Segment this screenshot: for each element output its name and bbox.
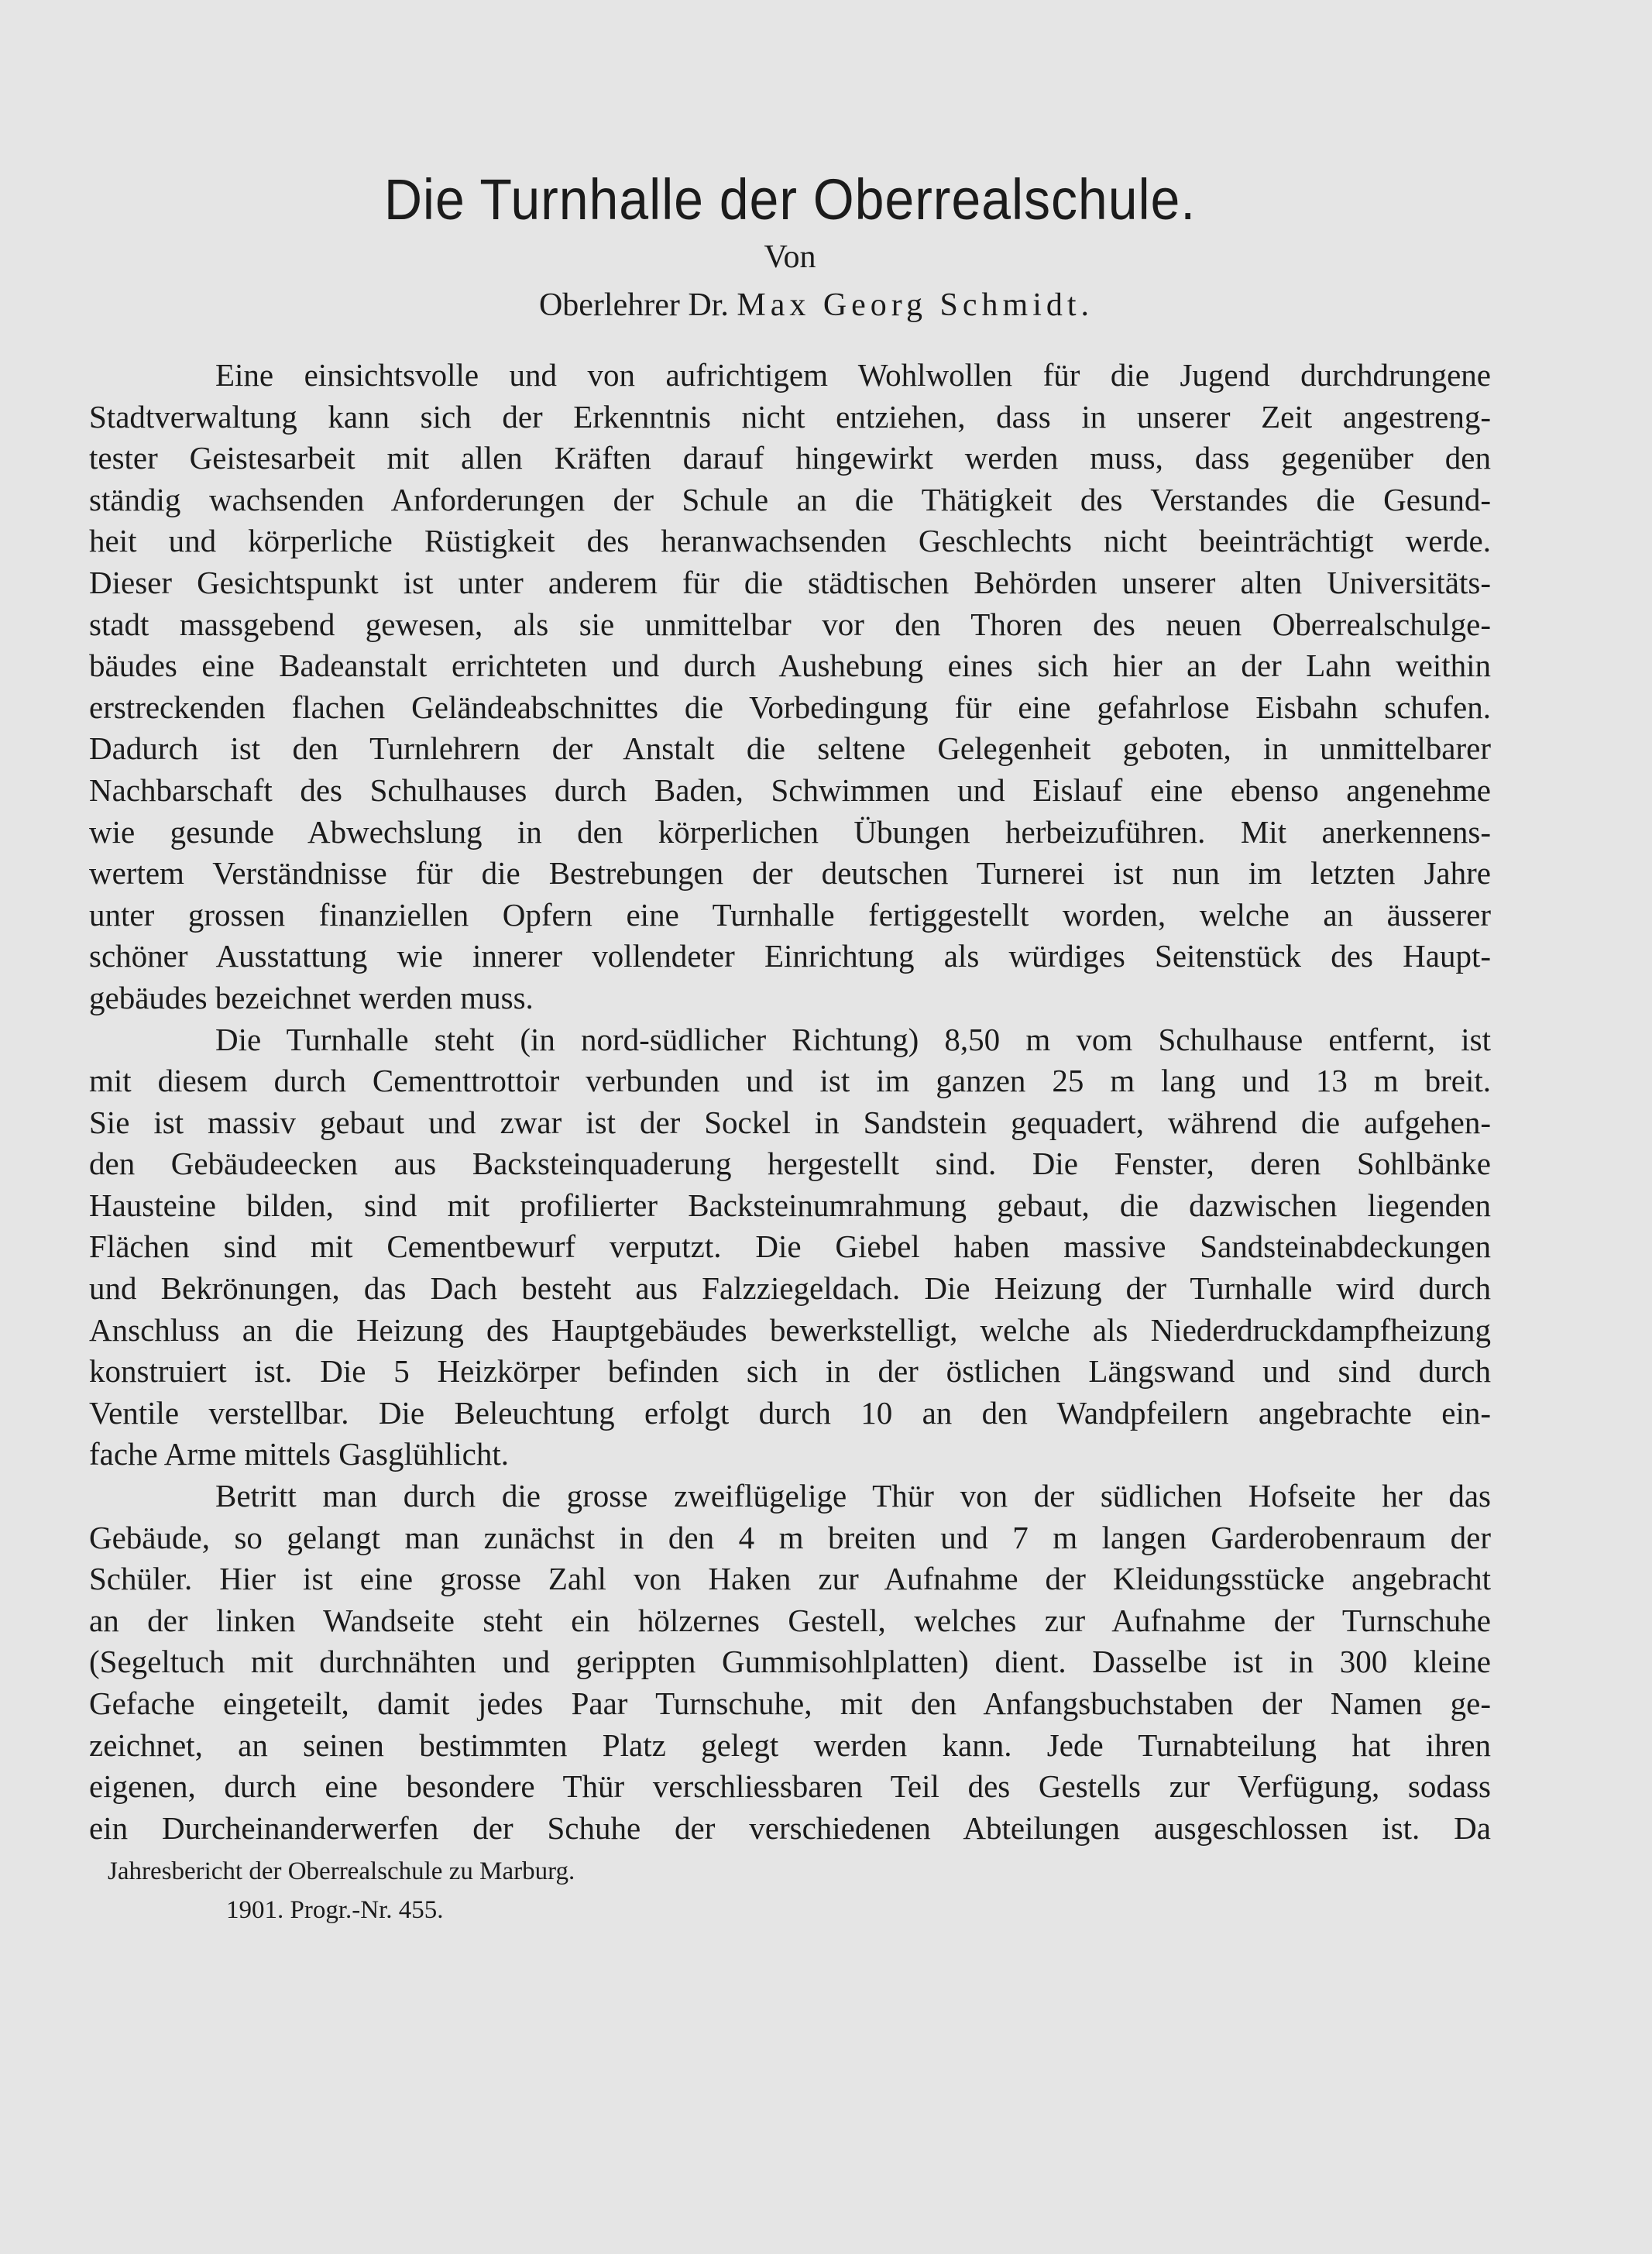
text-line: den Gebäudeecken aus Backsteinquaderung hergestellt sind. Die Fenster, deren Sohlbänke: [89, 1146, 1491, 1182]
text-line: konstruiert ist. Die 5 Heizkörper befinden sich in der östlichen Längswand und sind durch: [89, 1353, 1491, 1390]
text-line: wie gesunde Abwechslung in den körperlichen Übungen herbeizuführen. Mit anerkennens-: [89, 813, 1491, 850]
footnote-source: Jahresbericht der Oberrealschule zu Marburg.: [108, 1857, 575, 1885]
article-title: Die Turnhalle der Oberrealschule.: [383, 167, 1197, 232]
text-line: ständig wachsenden Anforderungen der Schule an die Thätigkeit des Verstandes die Gesund-: [89, 481, 1491, 517]
text-line: fache Arme mittels Gasglühlicht.: [89, 1436, 509, 1472]
text-line: Eine einsichtsvolle und von aufrichtigem Wohlwollen für die Jugend durchdrungene: [215, 357, 1491, 393]
text-line: erstreckenden flachen Geländeabschnittes die Vorbedingung für eine gefahrlose Eisbahn schufen.: [89, 689, 1491, 725]
text-line: Flächen sind mit Cementbewurf verputzt. Die Giebel haben massive Sandsteinabdeckungen: [89, 1228, 1491, 1265]
text-line: Nachbarschaft des Schulhauses durch Baden, Schwimmen und Eislauf eine ebenso angenehme: [89, 771, 1491, 808]
text-line: wertem Verständnisse für die Bestrebungen der deutschen Turnerei ist nun im letzten Jahre: [89, 855, 1491, 892]
text-line: ein Durcheinanderwerfen der Schuhe der verschiedenen Abteilungen ausgeschlossen ist. Da: [89, 1809, 1491, 1846]
article-body: [89, 355, 1491, 1849]
text-line: mit diesem durch Cementtrottoir verbunden und ist im ganzen 25 m lang und 13 m breit.: [89, 1063, 1491, 1099]
text-line: und Bekrönungen, das Dach besteht aus Falzziegeldach. Die Heizung der Turnhalle wird durch: [89, 1270, 1491, 1307]
text-line: tester Geistesarbeit mit allen Kräften darauf hingewirkt werden muss, dass gegenüber den: [89, 440, 1491, 476]
text-line: unter grossen finanziellen Opfern eine Turnhalle fertiggestellt worden, welche an äusserer: [89, 896, 1491, 933]
text-line: an der linken Wandseite steht ein hölzernes Gestell, welches zur Aufnahme der Turnschuhe: [89, 1602, 1491, 1638]
text-line: eigenen, durch eine besondere Thür verschliessbaren Teil des Gestells zur Verfügung, sodass: [89, 1768, 1491, 1805]
text-line: Schüler. Hier ist eine grosse Zahl von Haken zur Aufnahme der Kleidungsstücke angebracht: [89, 1561, 1491, 1597]
text-line: Dieser Gesichtspunkt ist unter anderem für die städtischen Behörden unserer alten Universitäts-: [89, 564, 1491, 600]
author-prefix: Oberlehrer Dr.: [538, 287, 729, 323]
author-line: [0, 287, 1633, 324]
text-line: Hausteine bilden, sind mit profilierter Backsteinumrahmung gebaut, die dazwischen liegenden: [89, 1187, 1491, 1223]
text-line: Gebäude, so gelangt man zunächst in den 4 m breiten und 7 m langen Garderobenraum der: [89, 1519, 1491, 1555]
footnote-program-number: 1901. Progr.-Nr. 455.: [226, 1896, 444, 1924]
text-line: heit und körperliche Rüstigkeit des heranwachsenden Geschlechts nicht beeinträchtigt werde.: [89, 523, 1491, 559]
text-line: Die Turnhalle steht (in nord-südlicher Richtung) 8,50 m vom Schulhause entfernt, ist: [215, 1021, 1491, 1057]
text-line: stadt massgebend gewesen, als sie unmittelbar vor den Thoren des neuen Oberrealschulge-: [89, 606, 1491, 642]
text-line: Dadurch ist den Turnlehrern der Anstalt die seltene Gelegenheit geboten, in unmittelbarer: [89, 730, 1491, 767]
author-name: Max Georg Schmidt.: [737, 287, 1094, 323]
text-line: (Segeltuch mit durchnähten und gerippten Gummisohlplatten) dient. Dasselbe ist in 300 kleine: [89, 1644, 1491, 1680]
text-line: bäudes eine Badeanstalt errichteten und durch Aushebung eines sich hier an der Lahn weithin: [89, 648, 1491, 684]
text-line: Gefache eingeteilt, damit jedes Paar Turnschuhe, mit den Anfangsbuchstaben der Namen ge-: [89, 1685, 1491, 1721]
text-line: Anschluss an die Heizung des Hauptgebäudes bewerkstelligt, welche als Niederdruckdampfheizung: [89, 1311, 1491, 1348]
text-line: Betritt man durch die grosse zweiflügelige Thür von der südlichen Hofseite her das: [215, 1478, 1491, 1514]
text-line: gebäudes bezeichnet werden muss.: [89, 979, 534, 1015]
text-line: zeichnet, an seinen bestimmten Platz gelegt werden kann. Jede Turnabteilung hat ihren: [89, 1727, 1491, 1763]
text-line: Ventile verstellbar. Die Beleuchtung erfolgt durch 10 an den Wandpfeilern angebrachte ein-: [89, 1394, 1491, 1431]
byline-von: Von: [764, 239, 816, 275]
text-line: Sie ist massiv gebaut und zwar ist der Sockel in Sandstein gequadert, während die aufgehen-: [89, 1104, 1491, 1140]
text-line: schöner Ausstattung wie innerer vollendeter Einrichtung als würdiges Seitenstück des Haupt-: [89, 938, 1491, 974]
text-line: Stadtverwaltung kann sich der Erkenntnis nicht entziehen, dass in unserer Zeit angestreng-: [89, 398, 1491, 435]
